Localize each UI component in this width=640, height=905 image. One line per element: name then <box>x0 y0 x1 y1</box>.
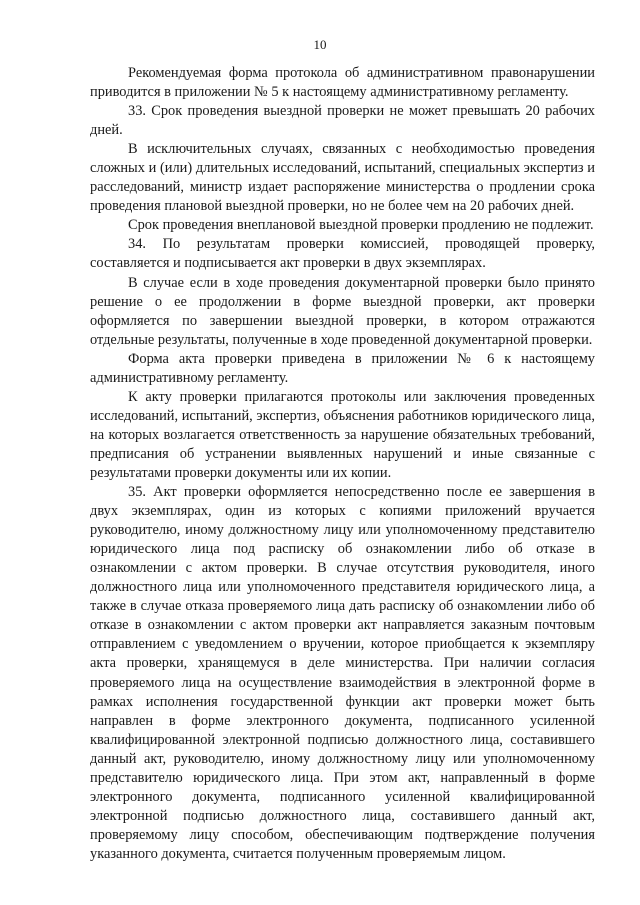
paragraph-33-term: 33. Срок проведения выездной проверки не может превышать 20 рабочих дней. <box>90 103 595 139</box>
paragraph-documentary-continuation: В случае если в ходе проведения документарной проверки было принято решение о ее продолжении в форме выездной проверки, акт проверки оформляется по завершении выездной проверки, в котором отражаются отдельные результаты, полученные в ходе проведенной документарной проверки. <box>90 274 595 348</box>
paragraph-unscheduled-term: Срок проведения внеплановой выездной проверки продлению не подлежит. <box>128 217 594 234</box>
page-number: 10 <box>313 37 327 52</box>
document-body <box>90 64 595 864</box>
paragraph-act-form: Форма акта проверки приведена в приложении № 6 к настоящему административному регламенту. <box>90 350 595 386</box>
paragraph-35-act-delivery: 35. Акт проверки оформляется непосредственно после ее завершения в двух экземплярах, один из которых с копиями приложений вручается руководителю, иному должностному лицу или уполномоченному представителю юридического лица под расписку об ознакомлении либо об отказе в ознакомлении с актом проверки. В случае отсутствия руководителя, иного должностного лица или уполномоченного представителя юридического лица, а также в случае отказа проверяемого лица дать расписку об ознакомлении либо об отказе в ознакомлении с актом проверки акт направляется заказным почтовым отправлением с уведомлением о вручении, которое приобщается к экземпляру акта проверки, хранящемуся в деле министерства. При наличии согласия проверяемого лица на осуществление взаимодействия в электронной форме в рамках исполнения государственной функции акт проверки может быть направлен в форме электронного документа, подписанного усиленной квалифицированной электронной подписью должностного лица, составившего данный акт, руководителю, иному должностному лицу или уполномоченному представителю юридического лица. При этом акт, направленный в форме электронного документа, подписанного усиленной квалифицированной электронной подписью должностного лица, составившего данный акт, проверяемому лицу способом, обеспечивающим подтверждение получения указанного документа, считается полученным проверяемым лицом. <box>90 484 595 862</box>
paragraph-exceptional-cases: В исключительных случаях, связанных с необходимостью проведения сложных и (или) длительных исследований, испытаний, специальных экспертиз и расследований, министр издает распоряжение министерства о продлении срока проведения плановой выездной проверки, но не более чем на 20 рабочих дней. <box>90 141 595 215</box>
paragraph-act-attachments: К акту проверки прилагаются протоколы или заключения проведенных исследований, испытаний, экспертиз, объяснения работников юридического лица, на которых возлагается ответственность за нарушение обязательных требований, предписания об устранении выявленных нарушений и иные связанные с результатами проверки документы или их копии. <box>90 388 595 481</box>
paragraph-protocol-form: Рекомендуемая форма протокола об административном правонарушении приводится в приложении № 5 к настоящему административному регламенту. <box>90 65 595 101</box>
paragraph-34-results: 34. По результатам проверки комиссией, проводящей проверку, составляется и подписывается акт проверки в двух экземплярах. <box>90 236 595 272</box>
